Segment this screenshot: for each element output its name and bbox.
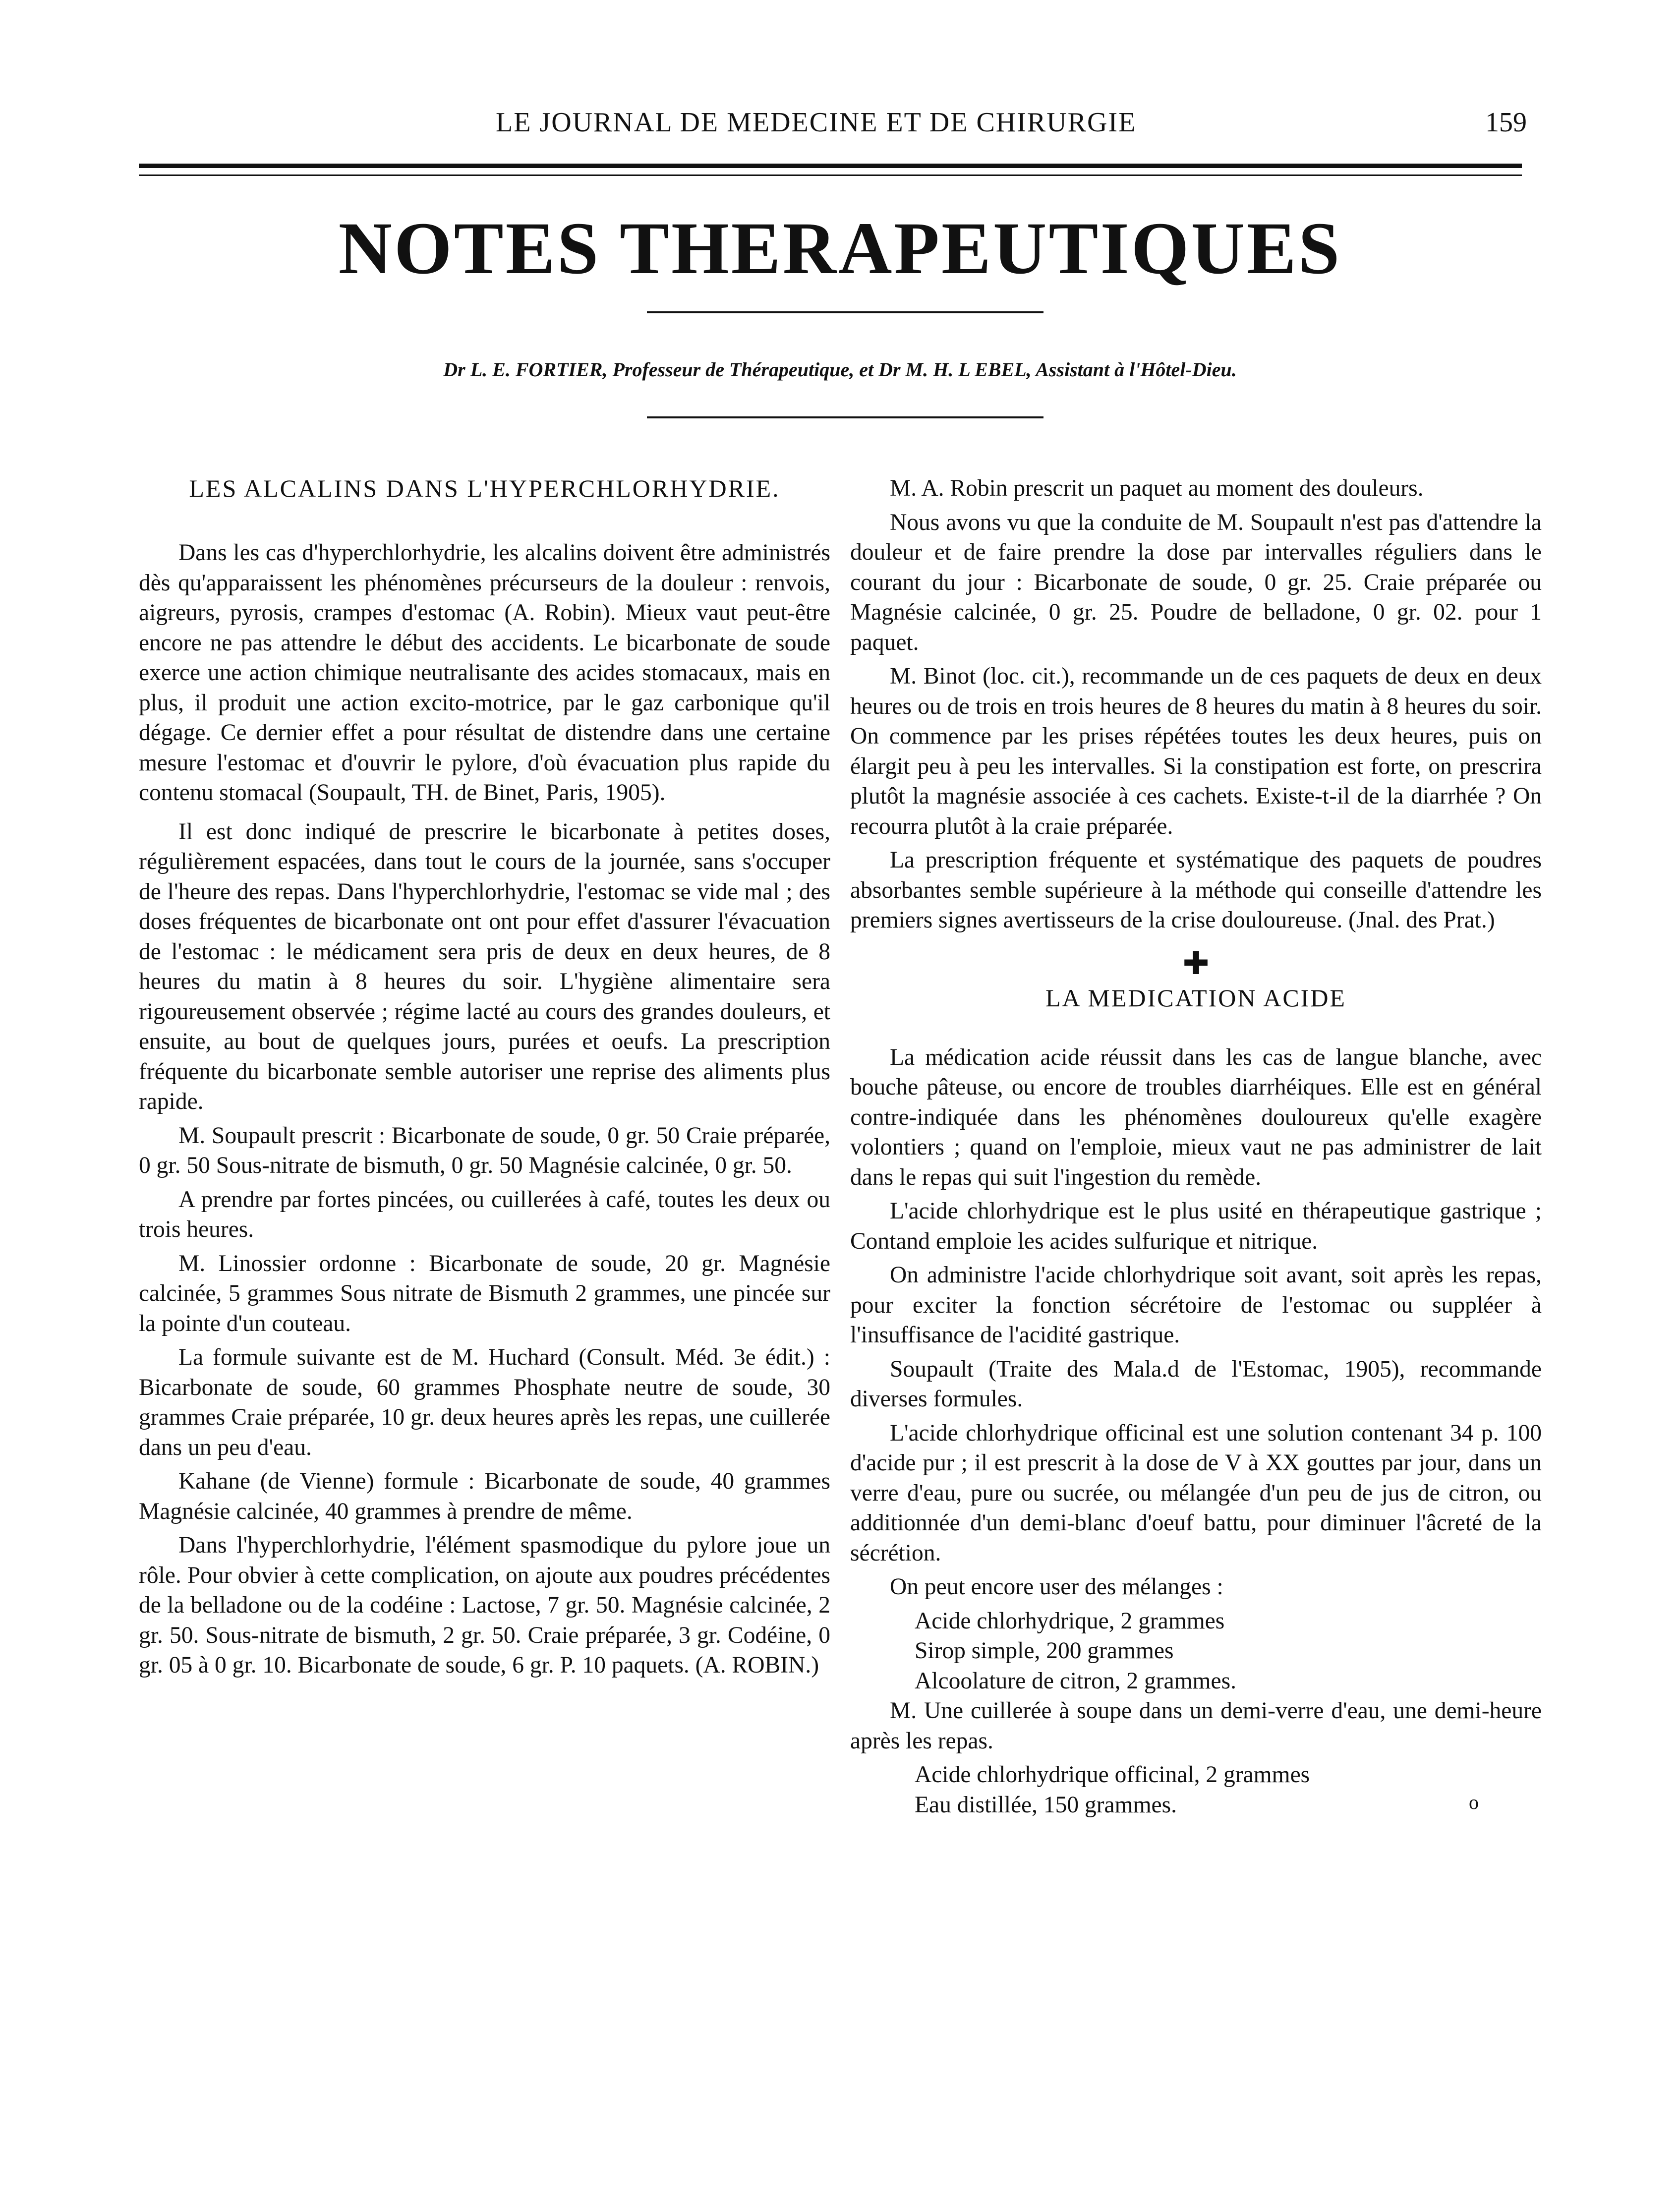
paragraph: Soupault (Traite des Mala.d de l'Estomac, 1905), recommande diverses formules. xyxy=(850,1356,1542,1412)
recipe-line: Sirop simple, 200 grammes xyxy=(915,1638,1174,1664)
paragraph: La formule suivante est de M. Huchard (Consult. Méd. 3e édit.) : Bicarbonate de soude, 60 grammes Phosphate neutre de soude, 30 grammes Craie préparée, 10 gr. deux heures après les repas, une cuillerée dans un peu d'eau. xyxy=(139,1344,830,1460)
running-header xyxy=(139,107,1527,151)
paragraph: M. Binot (loc. cit.), recommande un de ces paquets de deux en deux heures ou de trois en trois heures de 8 heures du matin à 8 heures du soir. On commence par les prises répétées toutes les deux heures, puis on élargit peu à peu les intervalles. Si la constipation est forte, on prescrira plutôt la magnésie associée à ces cachets. Existe-t-il de la diarrhée ? On recourra plutôt à la craie préparée. xyxy=(850,663,1542,839)
recipe-line: Eau distillée, 150 grammes. xyxy=(915,1792,1177,1818)
paragraph: M. Soupault prescrit : Bicarbonate de soude, 0 gr. 50 Craie préparée, 0 gr. 50 Sous-nitrate de bismuth, 0 gr. 50 Magnésie calcinée, 0 gr. 50. xyxy=(139,1122,830,1178)
journal-title: LE JOURNAL DE MEDECINE ET DE CHIRURGIE xyxy=(496,107,1137,138)
title-rule-upper xyxy=(647,311,1043,313)
paragraph: A prendre par fortes pincées, ou cuillerées à café, toutes les deux ou trois heures. xyxy=(139,1186,830,1242)
paragraph: On administre l'acide chlorhydrique soit avant, soit après les repas, pour exciter la fonction sécrétoire de l'estomac ou suppléer à l'insuffisance de l'acidité gastrique. xyxy=(850,1262,1542,1348)
header-rule-thin xyxy=(139,174,1522,176)
left-column xyxy=(139,473,830,1684)
header-rule xyxy=(139,164,1522,168)
paragraph: Kahane (de Vienne) formule : Bicarbonate de soude, 40 grammes Magnésie calcinée, 40 grammes à prendre de même. xyxy=(139,1468,830,1524)
right-column xyxy=(850,473,1542,1820)
paragraph: La médication acide réussit dans les cas de langue blanche, avec bouche pâteuse, ou encore de troubles diarrhéiques. Elle est en général contre-indiquée dans les phénomènes douloureux qu'elle exagère volontiers ; quand on l'emploie, mieux vaut ne pas administrer de lait dans le repas qui suit l'ingestion du remède. xyxy=(850,1044,1542,1190)
section-heading-acide: LA MEDICATION ACIDE xyxy=(1045,984,1346,1012)
paragraph: M. Linossier ordonne : Bicarbonate de soude, 20 gr. Magnésie calcinée, 5 grammes Sous nitrate de Bismuth 2 grammes, une pincée sur la pointe d'un couteau. xyxy=(139,1250,830,1336)
page-number: 159 xyxy=(1485,107,1527,138)
paragraph: Dans l'hyperchlorhydrie, l'élément spasmodique du pylore joue un rôle. Pour obvier à cette complication, on ajoute aux poudres précédentes de la belladone ou de la codéine : Lactose, 7 gr. 50. Magnésie calcinée, 2 gr. 50. Sous-nitrate de bismuth, 2 gr. 50. Craie préparée, 3 gr. Codéine, 0 gr. 05 à 0 gr. 10. Bicarbonate de soude, 6 gr. P. 10 paquets. (A. ROBIN.) xyxy=(139,1532,830,1678)
paragraph: M. A. Robin prescrit un paquet au moment des douleurs. xyxy=(890,475,1424,501)
paragraph: On peut encore user des mélanges : xyxy=(890,1574,1223,1600)
paragraph: La prescription fréquente et systématique des paquets de poudres absorbantes semble supérieure à la méthode qui conseille d'attendre les premiers signes avertisseurs de la crise douloureuse. (Jnal. des Prat.) xyxy=(850,847,1542,933)
author-byline: Dr L. E. FORTIER, Professeur de Thérapeutique, et Dr M. H. L EBEL, Assistant à l'Hôtel-Dieu. xyxy=(443,358,1237,381)
section-heading-alcalins: LES ALCALINS DANS L'HYPERCHLORHYDRIE. xyxy=(189,474,780,502)
recipe-line: Acide chlorhydrique officinal, 2 grammes xyxy=(915,1762,1310,1788)
article-title: NOTES THERAPEUTIQUES xyxy=(338,207,1342,290)
recipe-line: Acide chlorhydrique, 2 grammes xyxy=(915,1608,1225,1634)
recipe-line: Alcoolature de citron, 2 grammes. xyxy=(915,1668,1236,1694)
stray-mark: o xyxy=(1469,1791,1479,1813)
paragraph: L'acide chlorhydrique est le plus usité en thérapeutique gastrique ; Contand emploie les acides sulfurique et nitrique. xyxy=(850,1198,1542,1254)
paragraph: M. Une cuillerée à soupe dans un demi-verre d'eau, une demi-heure après les repas. xyxy=(850,1698,1542,1754)
title-rule-lower xyxy=(647,416,1043,418)
paragraph: Nous avons vu que la conduite de M. Soupault n'est pas d'attendre la douleur et de faire prendre la dose par intervalles réguliers dans le courant du jour : Bicarbonate de soude, 0 gr. 25. Craie préparée ou Magnésie calcinée, 0 gr. 25. Poudre de belladone, 0 gr. 02. pour 1 paquet. xyxy=(850,509,1542,655)
paragraph: Dans les cas d'hyperchlorhydrie, les alcalins doivent être administrés dès qu'apparaissent les phénomènes précurseurs de la douleur : renvois, aigreurs, pyrosis, crampes d'estomac (A. Robin). Mieux vaut peut-être encore ne pas attendre le début des accidents. Le bicarbonate de soude exerce une action chimique neutralisante des acides stomacaux, mais en plus, il produit une action excito-motrice, par le gaz carbonique qu'il dégage. Ce dernier effet a pour résultat de distendre dans une certaine mesure l'estomac et d'ouvrir le pylore, d'où évacuation plus rapide du contenu stomacal (Soupault, TH. de Binet, Paris, 1905). xyxy=(139,540,830,806)
paragraph: L'acide chlorhydrique officinal est une solution contenant 34 p. 100 d'acide pur ; il est prescrit à la dose de V à XX gouttes par jour, dans un verre d'eau, pure ou sucrée, ou mélangée d'un peu de jus de citron, ou additionnée d'un demi-blanc d'oeuf battu, pour diminuer l'âcreté de la sécrétion. xyxy=(850,1420,1542,1566)
paragraph: Il est donc indiqué de prescrire le bicarbonate à petites doses, régulièrement espacées, dans tout le cours de la journée, sans s'occuper de l'heure des repas. Dans l'hyperchlorhydrie, l'estomac se vide mal ; des doses fréquentes de bicarbonate ont ont pour effet d'assurer l'évacuation de l'estomac : le médicament sera pris de deux en deux heures, de 8 heures du matin à 8 heures du soir. L'hygiène alimentaire sera rigoureusement observée ; régime lacté au cours des grandes douleurs, et ensuite, au bout de quelques jours, purées et oeufs. La prescription fréquente du bicarbonate semble autoriser une reprise des aliments plus rapide. xyxy=(139,818,830,1114)
cross-ornament-icon: ✚ xyxy=(1182,945,1210,981)
